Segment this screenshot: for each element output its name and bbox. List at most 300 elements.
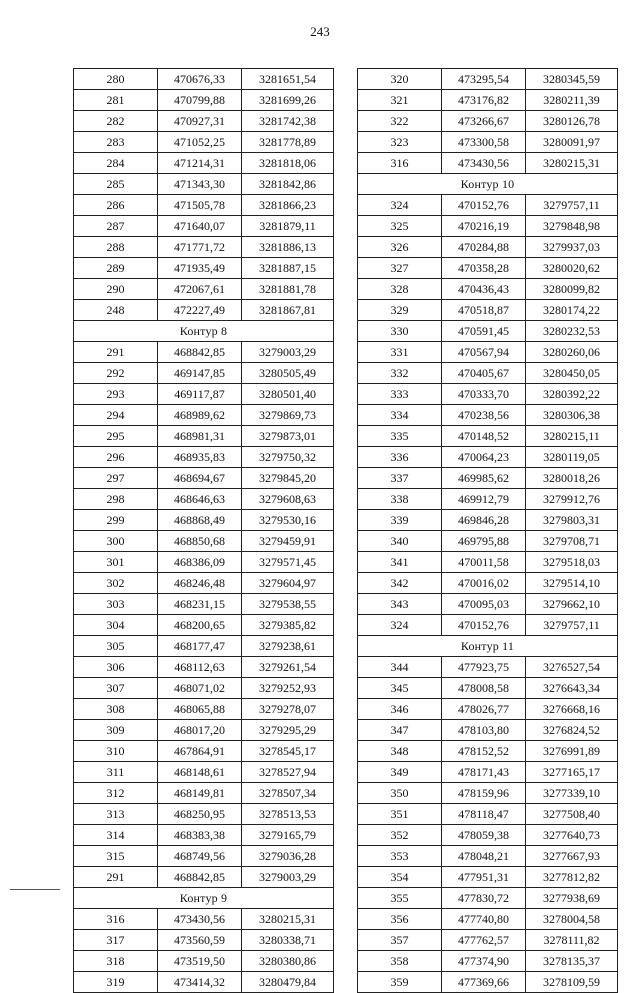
point-number-cell: 311	[74, 762, 158, 783]
point-number-cell: 354	[358, 867, 442, 888]
y-coordinate-cell: 3281867,81	[242, 300, 334, 321]
table-row	[358, 237, 618, 258]
y-coordinate-cell: 3280232,53	[526, 321, 618, 342]
x-coordinate-cell: 468646,63	[158, 489, 242, 510]
point-number-cell: 290	[74, 279, 158, 300]
y-coordinate-cell: 3279869,73	[242, 405, 334, 426]
table-row	[74, 426, 334, 447]
point-number-cell: 332	[358, 363, 442, 384]
x-coordinate-cell: 473176,82	[442, 90, 526, 111]
x-coordinate-cell: 470333,70	[442, 384, 526, 405]
x-coordinate-cell: 477923,75	[442, 657, 526, 678]
x-coordinate-cell: 478008,58	[442, 678, 526, 699]
y-coordinate-cell: 3281879,11	[242, 216, 334, 237]
table-row	[358, 741, 618, 762]
y-coordinate-cell: 3279530,16	[242, 510, 334, 531]
y-coordinate-cell: 3276668,16	[526, 699, 618, 720]
y-coordinate-cell: 3280505,49	[242, 363, 334, 384]
x-coordinate-cell: 478171,43	[442, 762, 526, 783]
point-number-cell: 296	[74, 447, 158, 468]
point-number-cell: 284	[74, 153, 158, 174]
point-number-cell: 321	[358, 90, 442, 111]
table-row	[358, 111, 618, 132]
y-coordinate-cell: 3280020,62	[526, 258, 618, 279]
x-coordinate-cell: 477374,90	[442, 951, 526, 972]
table-row	[358, 930, 618, 951]
point-number-cell: 349	[358, 762, 442, 783]
table-row	[358, 132, 618, 153]
point-number-cell: 313	[74, 804, 158, 825]
point-number-cell: 289	[74, 258, 158, 279]
table-row	[358, 573, 618, 594]
x-coordinate-cell: 467864,91	[158, 741, 242, 762]
y-coordinate-cell: 3280338,71	[242, 930, 334, 951]
table-row	[74, 405, 334, 426]
x-coordinate-cell: 468981,31	[158, 426, 242, 447]
x-coordinate-cell: 478118,47	[442, 804, 526, 825]
y-coordinate-cell: 3279937,03	[526, 237, 618, 258]
y-coordinate-cell: 3280119,05	[526, 447, 618, 468]
page-number: 243	[310, 24, 330, 39]
y-coordinate-cell: 3279459,91	[242, 531, 334, 552]
x-coordinate-cell: 468868,49	[158, 510, 242, 531]
table-row	[74, 111, 334, 132]
y-coordinate-cell: 3279165,79	[242, 825, 334, 846]
y-coordinate-cell: 3280018,26	[526, 468, 618, 489]
point-number-cell: 292	[74, 363, 158, 384]
point-number-cell: 327	[358, 258, 442, 279]
table-row	[74, 594, 334, 615]
table-row	[74, 510, 334, 531]
y-coordinate-cell: 3277339,10	[526, 783, 618, 804]
x-coordinate-cell: 470591,45	[442, 321, 526, 342]
x-coordinate-cell: 470238,56	[442, 405, 526, 426]
point-number-cell: 315	[74, 846, 158, 867]
y-coordinate-cell: 3278507,34	[242, 783, 334, 804]
table-row	[358, 972, 618, 993]
point-number-cell: 333	[358, 384, 442, 405]
x-coordinate-cell: 470567,94	[442, 342, 526, 363]
point-number-cell: 298	[74, 489, 158, 510]
table-row	[358, 699, 618, 720]
x-coordinate-cell: 471640,07	[158, 216, 242, 237]
point-number-cell: 340	[358, 531, 442, 552]
point-number-cell: 338	[358, 489, 442, 510]
footer-rule	[10, 889, 60, 890]
point-number-cell: 318	[74, 951, 158, 972]
point-number-cell: 248	[74, 300, 158, 321]
x-coordinate-cell: 477369,66	[442, 972, 526, 993]
table-row	[358, 657, 618, 678]
table-row	[74, 216, 334, 237]
point-number-cell: 347	[358, 720, 442, 741]
x-coordinate-cell: 468386,09	[158, 552, 242, 573]
point-number-cell: 320	[358, 69, 442, 90]
x-coordinate-cell: 468935,83	[158, 447, 242, 468]
table-row	[358, 951, 618, 972]
y-coordinate-cell: 3278004,58	[526, 909, 618, 930]
point-number-cell: 328	[358, 279, 442, 300]
y-coordinate-cell: 3279261,54	[242, 657, 334, 678]
table-row	[358, 867, 618, 888]
x-coordinate-cell: 477762,57	[442, 930, 526, 951]
point-number-cell: 312	[74, 783, 158, 804]
table-row	[74, 153, 334, 174]
x-coordinate-cell: 468250,95	[158, 804, 242, 825]
table-row	[358, 90, 618, 111]
x-coordinate-cell: 470152,76	[442, 195, 526, 216]
x-coordinate-cell: 473560,59	[158, 930, 242, 951]
point-number-cell: 322	[358, 111, 442, 132]
x-coordinate-cell: 470016,02	[442, 573, 526, 594]
y-coordinate-cell: 3280479,84	[242, 972, 334, 993]
point-number-cell: 351	[358, 804, 442, 825]
table-row	[358, 594, 618, 615]
x-coordinate-cell: 468850,68	[158, 531, 242, 552]
table-row	[74, 90, 334, 111]
point-number-cell: 288	[74, 237, 158, 258]
x-coordinate-cell: 469795,88	[442, 531, 526, 552]
table-row	[358, 363, 618, 384]
point-number-cell: 319	[74, 972, 158, 993]
x-coordinate-cell: 468177,47	[158, 636, 242, 657]
coordinates-table-left-body	[74, 69, 334, 993]
table-row	[358, 342, 618, 363]
point-number-cell: 355	[358, 888, 442, 909]
point-number-cell: 352	[358, 825, 442, 846]
x-coordinate-cell: 478026,77	[442, 699, 526, 720]
x-coordinate-cell: 469985,62	[442, 468, 526, 489]
y-coordinate-cell: 3280345,59	[526, 69, 618, 90]
x-coordinate-cell: 478103,80	[442, 720, 526, 741]
table-row	[74, 720, 334, 741]
point-number-cell: 303	[74, 594, 158, 615]
point-number-cell: 306	[74, 657, 158, 678]
y-coordinate-cell: 3280501,40	[242, 384, 334, 405]
point-number-cell: 310	[74, 741, 158, 762]
y-coordinate-cell: 3281842,86	[242, 174, 334, 195]
point-number-cell: 294	[74, 405, 158, 426]
y-coordinate-cell: 3279252,93	[242, 678, 334, 699]
point-number-cell: 324	[358, 615, 442, 636]
table-row	[358, 909, 618, 930]
x-coordinate-cell: 470216,19	[442, 216, 526, 237]
point-number-cell: 330	[358, 321, 442, 342]
y-coordinate-cell: 3279757,11	[526, 615, 618, 636]
x-coordinate-cell: 473266,67	[442, 111, 526, 132]
y-coordinate-cell: 3279571,45	[242, 552, 334, 573]
table-row	[74, 258, 334, 279]
table-row	[74, 468, 334, 489]
table-row	[358, 300, 618, 321]
table-row	[358, 762, 618, 783]
point-number-cell: 334	[358, 405, 442, 426]
x-coordinate-cell: 478159,96	[442, 783, 526, 804]
y-coordinate-cell: 3278545,17	[242, 741, 334, 762]
table-row	[74, 762, 334, 783]
point-number-cell: 309	[74, 720, 158, 741]
point-number-cell: 331	[358, 342, 442, 363]
point-number-cell: 314	[74, 825, 158, 846]
point-number-cell: 301	[74, 552, 158, 573]
x-coordinate-cell: 468246,48	[158, 573, 242, 594]
y-coordinate-cell: 3280126,78	[526, 111, 618, 132]
table-row	[74, 615, 334, 636]
table-row	[358, 405, 618, 426]
x-coordinate-cell: 468112,63	[158, 657, 242, 678]
point-number-cell: 345	[358, 678, 442, 699]
point-number-cell: 283	[74, 132, 158, 153]
y-coordinate-cell: 3278111,82	[526, 930, 618, 951]
x-coordinate-cell: 468842,85	[158, 342, 242, 363]
y-coordinate-cell: 3279912,76	[526, 489, 618, 510]
x-coordinate-cell: 468383,38	[158, 825, 242, 846]
table-row	[358, 846, 618, 867]
y-coordinate-cell: 3277667,93	[526, 846, 618, 867]
y-coordinate-cell: 3280450,05	[526, 363, 618, 384]
table-row	[74, 867, 334, 888]
y-coordinate-cell: 3279036,28	[242, 846, 334, 867]
table-row	[358, 279, 618, 300]
table-row	[74, 699, 334, 720]
x-coordinate-cell: 468200,65	[158, 615, 242, 636]
point-number-cell: 348	[358, 741, 442, 762]
coordinates-table-right-body	[358, 69, 618, 993]
point-number-cell: 324	[358, 195, 442, 216]
x-coordinate-cell: 468749,56	[158, 846, 242, 867]
contour-header-row	[74, 321, 334, 342]
y-coordinate-cell: 3279604,97	[242, 573, 334, 594]
table-row	[358, 804, 618, 825]
point-number-cell: 356	[358, 909, 442, 930]
x-coordinate-cell: 468231,15	[158, 594, 242, 615]
y-coordinate-cell: 3279848,98	[526, 216, 618, 237]
table-row	[358, 552, 618, 573]
table-row	[74, 447, 334, 468]
y-coordinate-cell: 3279662,10	[526, 594, 618, 615]
x-coordinate-cell: 478048,21	[442, 846, 526, 867]
x-coordinate-cell: 470799,88	[158, 90, 242, 111]
x-coordinate-cell: 470152,76	[442, 615, 526, 636]
x-coordinate-cell: 469117,87	[158, 384, 242, 405]
y-coordinate-cell: 3276824,52	[526, 720, 618, 741]
y-coordinate-cell: 3277812,82	[526, 867, 618, 888]
y-coordinate-cell: 3277508,40	[526, 804, 618, 825]
contour-header-row	[358, 636, 618, 657]
point-number-cell: 350	[358, 783, 442, 804]
point-number-cell: 342	[358, 573, 442, 594]
x-coordinate-cell: 473430,56	[442, 153, 526, 174]
table-row	[74, 531, 334, 552]
y-coordinate-cell: 3279608,63	[242, 489, 334, 510]
point-number-cell: 358	[358, 951, 442, 972]
table-row	[358, 678, 618, 699]
x-coordinate-cell: 470518,87	[442, 300, 526, 321]
x-coordinate-cell: 470148,52	[442, 426, 526, 447]
y-coordinate-cell: 3279708,71	[526, 531, 618, 552]
x-coordinate-cell: 478152,52	[442, 741, 526, 762]
y-coordinate-cell: 3281866,23	[242, 195, 334, 216]
x-coordinate-cell: 471343,30	[158, 174, 242, 195]
table-row	[74, 384, 334, 405]
y-coordinate-cell: 3281886,13	[242, 237, 334, 258]
point-number-cell: 346	[358, 699, 442, 720]
y-coordinate-cell: 3280099,82	[526, 279, 618, 300]
y-coordinate-cell: 3279518,03	[526, 552, 618, 573]
x-coordinate-cell: 469147,85	[158, 363, 242, 384]
x-coordinate-cell: 468694,67	[158, 468, 242, 489]
y-coordinate-cell: 3280215,11	[526, 426, 618, 447]
x-coordinate-cell: 470095,03	[442, 594, 526, 615]
x-coordinate-cell: 471052,25	[158, 132, 242, 153]
table-row	[74, 636, 334, 657]
point-number-cell: 291	[74, 867, 158, 888]
table-row	[74, 678, 334, 699]
x-coordinate-cell: 473295,54	[442, 69, 526, 90]
y-coordinate-cell: 3279757,11	[526, 195, 618, 216]
point-number-cell: 304	[74, 615, 158, 636]
y-coordinate-cell: 3276991,89	[526, 741, 618, 762]
x-coordinate-cell: 470676,33	[158, 69, 242, 90]
y-coordinate-cell: 3280260,06	[526, 342, 618, 363]
point-number-cell: 305	[74, 636, 158, 657]
point-number-cell: 323	[358, 132, 442, 153]
y-coordinate-cell: 3279003,29	[242, 342, 334, 363]
point-number-cell: 286	[74, 195, 158, 216]
table-row	[358, 783, 618, 804]
table-row	[358, 615, 618, 636]
contour-label: Контур 11	[358, 636, 618, 657]
table-row	[74, 237, 334, 258]
table-row	[74, 657, 334, 678]
y-coordinate-cell: 3278109,59	[526, 972, 618, 993]
y-coordinate-cell: 3278513,53	[242, 804, 334, 825]
point-number-cell: 339	[358, 510, 442, 531]
table-row	[74, 825, 334, 846]
y-coordinate-cell: 3280211,39	[526, 90, 618, 111]
contour-header-row	[358, 174, 618, 195]
point-number-cell: 337	[358, 468, 442, 489]
table-row	[358, 258, 618, 279]
x-coordinate-cell: 473519,50	[158, 951, 242, 972]
y-coordinate-cell: 3279295,29	[242, 720, 334, 741]
table-row	[358, 153, 618, 174]
point-number-cell: 287	[74, 216, 158, 237]
x-coordinate-cell: 477830,72	[442, 888, 526, 909]
table-row	[358, 195, 618, 216]
point-number-cell: 317	[74, 930, 158, 951]
table-row	[74, 930, 334, 951]
y-coordinate-cell: 3277640,73	[526, 825, 618, 846]
x-coordinate-cell: 470436,43	[442, 279, 526, 300]
point-number-cell: 302	[74, 573, 158, 594]
x-coordinate-cell: 471771,72	[158, 237, 242, 258]
point-number-cell: 341	[358, 552, 442, 573]
table-row	[74, 300, 334, 321]
coordinates-table-left	[73, 68, 334, 993]
y-coordinate-cell: 3281887,15	[242, 258, 334, 279]
y-coordinate-cell: 3279750,32	[242, 447, 334, 468]
table-row	[74, 951, 334, 972]
point-number-cell: 329	[358, 300, 442, 321]
x-coordinate-cell: 469912,79	[442, 489, 526, 510]
x-coordinate-cell: 470064,23	[442, 447, 526, 468]
y-coordinate-cell: 3279385,82	[242, 615, 334, 636]
table-row	[74, 552, 334, 573]
y-coordinate-cell: 3280380,86	[242, 951, 334, 972]
point-number-cell: 293	[74, 384, 158, 405]
table-row	[74, 132, 334, 153]
y-coordinate-cell: 3279538,55	[242, 594, 334, 615]
table-row	[74, 174, 334, 195]
point-number-cell: 307	[74, 678, 158, 699]
x-coordinate-cell: 468989,62	[158, 405, 242, 426]
x-coordinate-cell: 478059,38	[442, 825, 526, 846]
x-coordinate-cell: 470284,88	[442, 237, 526, 258]
y-coordinate-cell: 3279873,01	[242, 426, 334, 447]
table-row	[74, 279, 334, 300]
point-number-cell: 326	[358, 237, 442, 258]
table-row	[74, 804, 334, 825]
x-coordinate-cell: 473300,58	[442, 132, 526, 153]
contour-label: Контур 8	[74, 321, 334, 342]
x-coordinate-cell: 468017,20	[158, 720, 242, 741]
y-coordinate-cell: 3276527,54	[526, 657, 618, 678]
x-coordinate-cell: 471505,78	[158, 195, 242, 216]
contour-header-row	[74, 888, 334, 909]
x-coordinate-cell: 470927,31	[158, 111, 242, 132]
x-coordinate-cell: 469846,28	[442, 510, 526, 531]
coordinates-table-right	[357, 68, 618, 993]
table-row	[358, 888, 618, 909]
x-coordinate-cell: 473430,56	[158, 909, 242, 930]
y-coordinate-cell: 3281818,06	[242, 153, 334, 174]
point-number-cell: 336	[358, 447, 442, 468]
point-number-cell: 280	[74, 69, 158, 90]
x-coordinate-cell: 468065,88	[158, 699, 242, 720]
x-coordinate-cell: 471214,31	[158, 153, 242, 174]
point-number-cell: 344	[358, 657, 442, 678]
point-number-cell: 343	[358, 594, 442, 615]
y-coordinate-cell: 3281778,89	[242, 132, 334, 153]
table-row	[358, 321, 618, 342]
y-coordinate-cell: 3277165,17	[526, 762, 618, 783]
table-row	[358, 510, 618, 531]
x-coordinate-cell: 470011,58	[442, 552, 526, 573]
point-number-cell: 353	[358, 846, 442, 867]
y-coordinate-cell: 3280091,97	[526, 132, 618, 153]
table-row	[74, 363, 334, 384]
table-row	[358, 489, 618, 510]
table-row	[74, 846, 334, 867]
point-number-cell: 285	[74, 174, 158, 195]
point-number-cell: 297	[74, 468, 158, 489]
y-coordinate-cell: 3281742,38	[242, 111, 334, 132]
x-coordinate-cell: 477951,31	[442, 867, 526, 888]
y-coordinate-cell: 3279003,29	[242, 867, 334, 888]
y-coordinate-cell: 3277938,69	[526, 888, 618, 909]
table-row	[74, 69, 334, 90]
table-row	[358, 216, 618, 237]
y-coordinate-cell: 3279278,07	[242, 699, 334, 720]
point-number-cell: 359	[358, 972, 442, 993]
table-row	[358, 69, 618, 90]
table-row	[358, 447, 618, 468]
table-row	[74, 573, 334, 594]
x-coordinate-cell: 473414,32	[158, 972, 242, 993]
x-coordinate-cell: 472227,49	[158, 300, 242, 321]
table-row	[74, 909, 334, 930]
